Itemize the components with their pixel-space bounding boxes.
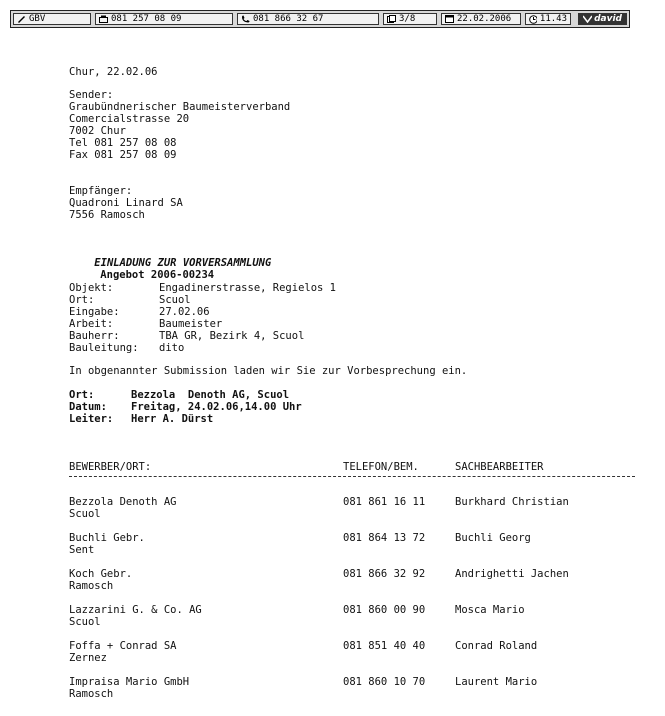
sender-line: Graubündnerischer Baumeisterverband	[69, 101, 291, 113]
fax-time: 11.43	[539, 14, 567, 24]
bidder-place: Scuol	[69, 616, 101, 628]
title-offer: Angebot 2006-00234	[100, 269, 215, 281]
table-row	[69, 640, 649, 664]
table-divider	[69, 476, 635, 477]
meeting-value: Herr A. Dürst	[131, 413, 214, 425]
bidder-place: Sent	[69, 544, 95, 556]
detail-row	[69, 294, 191, 306]
sender-line: 7002 Chur	[69, 125, 126, 137]
invitation-text: In obgenannter Submission laden wir Sie zur Vorbesprechung ein.	[69, 365, 468, 377]
bidder-contact: Buchli Georg	[455, 532, 531, 544]
bidder-name: Koch Gebr.	[69, 568, 133, 580]
fax-time-segment	[525, 13, 571, 25]
header-phone: TELEFON/BEM.	[343, 461, 419, 473]
fax-header-bar	[10, 10, 630, 28]
recipient-line: Quadroni Linard SA	[69, 197, 183, 209]
detail-key: Eingabe:	[69, 306, 120, 318]
fax-to-segment	[237, 13, 379, 25]
fax-sender-code: GBV	[29, 14, 46, 24]
bidder-contact: Conrad Roland	[455, 640, 538, 652]
bidder-name: Bezzola Denoth AG	[69, 496, 177, 508]
bidder-phone: 081 861 16 11	[343, 496, 426, 508]
meeting-row	[69, 389, 289, 401]
phone-icon	[241, 15, 250, 23]
table-row	[69, 676, 649, 700]
detail-value: Scuol	[159, 294, 191, 306]
detail-row	[69, 318, 222, 330]
bidder-place: Ramosch	[69, 580, 114, 592]
header-bidder: BEWERBER/ORT:	[69, 461, 152, 473]
detail-key: Ort:	[69, 294, 95, 306]
detail-key: Bauherr:	[69, 330, 120, 342]
fax-machine-icon	[99, 15, 108, 23]
detail-value: TBA GR, Bezirk 4, Scuol	[159, 330, 305, 342]
fax-from-number: 081 257 08 09	[111, 14, 182, 24]
bidder-name: Lazzarini G. & Co. AG	[69, 604, 202, 616]
pages-icon	[387, 15, 396, 23]
sender-line: Fax 081 257 08 09	[69, 149, 177, 161]
detail-row	[69, 342, 184, 354]
fax-date: 22.02.2006	[457, 14, 512, 24]
david-logo	[578, 13, 627, 25]
detail-row	[69, 282, 336, 294]
detail-value: Baumeister	[159, 318, 223, 330]
detail-row	[69, 330, 304, 342]
logo-text: david	[594, 14, 622, 24]
meeting-value: Bezzola Denoth AG, Scuol	[131, 389, 290, 401]
detail-key: Arbeit:	[69, 318, 114, 330]
recipient-line: 7556 Ramosch	[69, 209, 145, 221]
bidder-name: Buchli Gebr.	[69, 532, 145, 544]
bidder-phone: 081 851 40 40	[343, 640, 426, 652]
bidder-contact: Burkhard Christian	[455, 496, 569, 508]
sender-label: Sender:	[69, 89, 114, 101]
calendar-icon	[445, 15, 454, 23]
bidder-place: Ramosch	[69, 688, 114, 700]
table-row	[69, 496, 649, 520]
fax-page-segment	[383, 13, 437, 25]
bidder-phone: 081 866 32 92	[343, 568, 426, 580]
fax-to-number: 081 866 32 67	[253, 14, 324, 24]
bidder-phone: 081 864 13 72	[343, 532, 426, 544]
bidder-place: Zernez	[69, 652, 107, 664]
detail-value: dito	[159, 342, 185, 354]
bidder-contact: Laurent Mario	[455, 676, 538, 688]
bidder-name: Impraisa Mario GmbH	[69, 676, 190, 688]
table-header	[69, 461, 649, 485]
detail-value: Engadinerstrasse, Regielos 1	[159, 282, 337, 294]
meeting-value: Freitag, 24.02.06,14.00 Uhr	[131, 401, 302, 413]
fax-date-segment	[441, 13, 521, 25]
sender-line: Tel 081 257 08 08	[69, 137, 177, 149]
sender-line: Comercialstrasse 20	[69, 113, 190, 125]
fax-from-segment	[95, 13, 233, 25]
bidder-contact: Andrighetti Jachen	[455, 568, 569, 580]
bidder-phone: 081 860 10 70	[343, 676, 426, 688]
bidder-phone: 081 860 00 90	[343, 604, 426, 616]
fax-page-count: 3/8	[399, 14, 416, 24]
meeting-key: Leiter:	[69, 413, 114, 425]
bidder-place: Scuol	[69, 508, 101, 520]
table-row	[69, 532, 649, 556]
logo-mark-icon	[583, 15, 592, 23]
recipient-label: Empfänger:	[69, 185, 133, 197]
table-row	[69, 568, 649, 592]
detail-key: Bauleitung:	[69, 342, 139, 354]
detail-key: Objekt:	[69, 282, 114, 294]
clock-icon	[529, 15, 537, 24]
pencil-icon	[17, 15, 26, 23]
table-row	[69, 604, 649, 628]
header-contact: SACHBEARBEITER	[455, 461, 544, 473]
fax-sender-segment	[13, 13, 91, 25]
meeting-row	[69, 413, 213, 425]
meeting-row	[69, 401, 302, 413]
detail-row	[69, 306, 210, 318]
meeting-key: Ort:	[69, 389, 95, 401]
bidder-contact: Mosca Mario	[455, 604, 525, 616]
bidder-name: Foffa + Conrad SA	[69, 640, 177, 652]
title-main: EINLADUNG ZUR VORVERSAMMLUNG	[94, 257, 272, 269]
meeting-key: Datum:	[69, 401, 107, 413]
detail-value: 27.02.06	[159, 306, 210, 318]
place-date: Chur, 22.02.06	[69, 66, 158, 78]
